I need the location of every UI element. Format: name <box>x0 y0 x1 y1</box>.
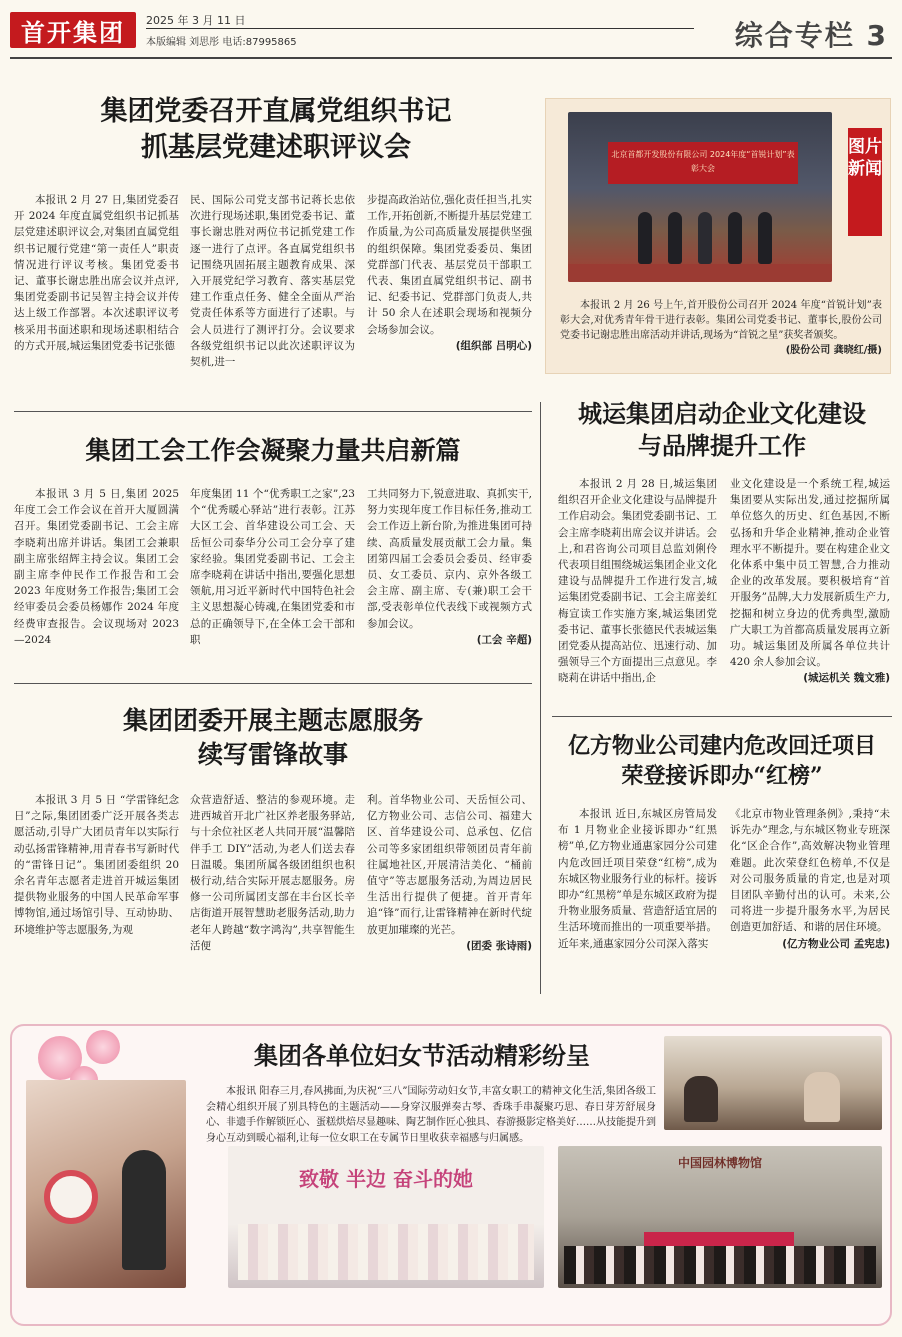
article1-col1: 本报讯 2 月 27 日,集团党委召开 2024 年度直属党组织书记抓基层党建述职评议会,对集团直属党组织书记履行党建“第一责任人”职责情况进行评议考核。集团党委书记、董事长谢忠胜出席会议并点评,集团党委副书记吴智主持会议并传达上级工作部署。本次述职评议考核采用书面述职和现场述职相结合的方式开展,城运集团党委书记张德 <box>14 194 179 352</box>
header-rule <box>10 57 892 59</box>
article3-byline: (城运机关 魏文雅) <box>803 672 890 685</box>
article4-byline: (团委 张诗雨) <box>466 939 532 952</box>
article3-col1: 本报讯 2 月 28 日,城运集团组织召开企业文化建设与品牌提升工作启动会。集团党委副书记、工会主席李晓莉出席会议并讲话。会上,和君咨询公司项目总监刘俐伶代表项目组围绕城运集团企业文化建设与品牌提升工作进行发言,城运集团党委副书记、工会主席姜红梅宣读工作实施方案,城运集团党委书记、董事长张德民代表城运集团党委从提高站位、迅速行动、加强领导三个方面提出三点意见。李晓莉在讲话中指出,企 <box>558 478 717 685</box>
article2-col1: 本报讯 3 月 5 日,集团 2025 年度工会工作会议在首开大厦圆满召开。集团党委副书记、工会主席李晓莉出席并讲话。集团工会兼职副主席张绍辉主持会议。集团工会副主席李仲民作工作报告和工会 2023 年度财务工作报告;集团工会经审委员会委员杨娜作 2024 年度经费审查报告。会议现场对 2023—2024 <box>14 488 179 646</box>
photo-award-ceremony <box>568 112 832 282</box>
photo-hanfu-group <box>228 1146 544 1288</box>
article1-col2: 民、国际公司党支部书记蒋长忠依次进行现场述职,集团党委书记、董事长谢忠胜对两位书记抓党建工作逐一进行了点评。各直属党组织书记围绕巩固拓展主题教育成果、深入开展党纪学习教育、落实基层党建工作重点任务、健全全面从严治党责任体系等方面进行了述职。与会人员进行了测评打分。会议要求各级党组织书记以此次述职评议为契机,进一 <box>190 194 355 369</box>
event-banner: 致敬 半边 奋斗的她 <box>299 1167 473 1191</box>
photo-news-byline: (股份公司 龚晓红/摄) <box>785 345 882 356</box>
section-title: 综合专栏 3 <box>734 19 888 52</box>
article5-col1: 本报讯 近日,东城区房管局发布 1 月物业企业接诉即办“红黑榜”单,亿方物业通惠家园分公司建内危改回迁项目荣登“红榜”,成为东城区物业服务行业的标杆。接诉即办“红黑榜”单是东城区政府为提升物业服务质量、营造舒适宜居的生活环境而推出的一项重要举措。近年来,通惠家园分公司深入落实 <box>558 808 717 950</box>
article3-title: 城运集团启动企业文化建设 与品牌提升工作 <box>578 399 866 461</box>
divider <box>552 716 892 717</box>
museum-sign: 中国园林博物馆 <box>677 1156 762 1170</box>
article2-title: 集团工会工作会凝聚力量共启新篇 <box>85 436 461 465</box>
divider <box>14 411 532 412</box>
article6-body: 本报讯 阳春三月,春风拂面,为庆祝“三八”国际劳动妇女节,丰富女职工的精神文化生活,集团各级工会精心组织开展了别具特色的主题活动——身穿汉服弹奏古琴、香珠手串凝聚巧思、春日芽芳舒展身心、非遗手作解锁匠心、蛋糕烘焙尽显趣味、陶艺制作匠心独具、春游摄影定格美好……从技能提升到身心互动到暖心福利,让每一位女职工在专属节日里收获幸福感与归属感。 <box>206 1084 656 1162</box>
issue-date: 2025 年 3 月 11 日 <box>146 14 246 27</box>
article1-byline: (组织部 吕明心) <box>455 339 532 352</box>
article4-col3: 利。首华物业公司、天岳恒公司、亿方物业公司、志信公司、福建大区、首华建设公司、总承包、亿信公司等多家团组织带领团员青年前往属地社区,开展清洁美化、“桶前值守”等志愿服务活动,为周边居民生活出行提供了便捷。首开青年追“锋”而行,让雷锋精神在新时代绽放更加璀璨的光芒。 (团委 张诗雨) <box>367 792 532 954</box>
article2-col3: 工共同努力下,锐意进取、真抓实干,努力实现年度工作目标任务,推动工会工作迈上新台阶,为推进集团可持续、高质量发展贡献工会力量。集团第四届工会委员会委员、经审委员、女工委员、京内、京外各级工会主席、副主席、专(兼)职工会干部,受表彰单位代表线下或视频方式参加会议。 (工会 辛超) <box>367 486 532 648</box>
article5-byline: (亿方物业公司 孟宪忠) <box>782 937 890 950</box>
article3-col2: 业文化建设是一个系统工程,城运集团要从实际出发,通过挖掘所属单位悠久的历史、红色基因,不断弘扬和升华企业精神,推动企业管理水平不断提升。要在构建企业文化体系中集中员工智慧,合力推动企业的改革发展。要积极培育“首开服务”品牌,大力发展新质生产力,挖掘和树立身边的优秀典型,激励广大职工为首都高质量发展再立新功。城运集团及所属各单位共计 420 余人参加会议。 (城运机关 魏文雅) <box>730 476 890 687</box>
photo-news-caption: 本报讯 2 月 26 号上午,首开股份公司召开 2024 年度“首锐计划”表彰大会,对优秀青年骨干进行表彰。集团公司党委书记、董事长,股份公司党委书记谢忠胜出席活动并讲话,现场为“首锐之星”获奖者颁奖。 (股份公司 龚晓红/摄) <box>560 300 882 356</box>
article4-col2: 众营造舒适、整洁的参观环境。走进西城首开北广社区养老服务驿站,与十余位社区老人共同开展“温馨陪伴手工 DIY”活动,为老人们送去春日温暖。集团所属各级团组织也积极行动,结合实际开展志愿服务。房修一公司所属团支部在丰台区长辛店街道开展智慧助老服务活动,助力老年人跨越“数字鸿沟”,共享智能生活便 <box>190 794 355 952</box>
photo-museum-group <box>558 1146 882 1288</box>
article5-col2: 《北京市物业管理条例》,秉持“未诉先办”理念,与东城区物业专班深化“区企合作”,高效解决物业管理难题。此次荣登红色榜单,不仅是对公司服务质量的肯定,也是对项目团队辛勤付出的认可。未来,公司将进一步提升服务水平,为居民创造更加舒适、和谐的居住环境。 (亿方物业公司 孟宪忠) <box>730 806 890 952</box>
article2-col2: 年度集团 11 个“优秀职工之家”,23 个“优秀暖心驿站”进行表彰。江苏大区工会、首华建设公司工会、天岳恒公司泰华分公司工会分享了建家经验。集团党委副书记、工会主席李晓莉在讲话中指出,要强化思想领航,用习近平新时代中国特色社会主义思想凝心铸魂,在集团党委和市总的正确领导下,在全体工会干部和职 <box>190 488 355 646</box>
article2-byline: (工会 辛超) <box>476 633 532 646</box>
ceremony-banner: 北京首都开发股份有限公司 2024年度“首锐计划”表彰大会 <box>608 142 798 184</box>
photo-news-badge: 图片新闻 <box>848 128 882 236</box>
editor-info: 本版编辑 刘思彤 电话:87995865 <box>146 37 297 48</box>
column-divider <box>540 402 541 994</box>
article1-title: 集团党委召开直属党组织书记 抓基层党建述职评议会 <box>100 96 452 164</box>
newspaper-logo: 首开集团 <box>10 12 136 48</box>
article6-title: 集团各单位妇女节活动精彩纷呈 <box>254 1041 590 1070</box>
article4-title: 集团团委开展主题志愿服务 续写雷锋故事 <box>122 706 423 769</box>
photo-pottery-class <box>664 1036 882 1130</box>
photo-cake-baking <box>26 1080 186 1288</box>
header-divider <box>146 28 694 29</box>
article5-title: 亿方物业公司建内危改回迁项目 荣登接诉即办“红榜” <box>567 733 876 789</box>
divider <box>14 683 532 684</box>
blossom-decoration <box>86 1030 120 1064</box>
article1-col3: 步提高政治站位,强化责任担当,扎实工作,开拓创新,不断提升基层党建工作质量,为公司高质量发展提供坚强的组织保障。集团党委委员、集团党群部门代表、基层党员干部职工代表、集团直属党组织书记、副书记、纪委书记、党群部门负责人,共计 50 余人在述职会现场和视频分会场参加会议。 (组织部 吕明心) <box>367 192 532 354</box>
article4-col1: 本报讯 3 月 5 日 “学雷锋纪念日”之际,集团团委广泛开展各类志愿活动,引导广大团员青年以实际行动弘扬雷锋精神,用青春书写新时代的“雷锋日记”。集团团委组织 20 余名青年志愿者走进首开城运集团提供物业服务的中国人民革命军事博物馆,通过场馆引导、互动协助、环境维护等志愿服务,为观 <box>14 794 179 936</box>
